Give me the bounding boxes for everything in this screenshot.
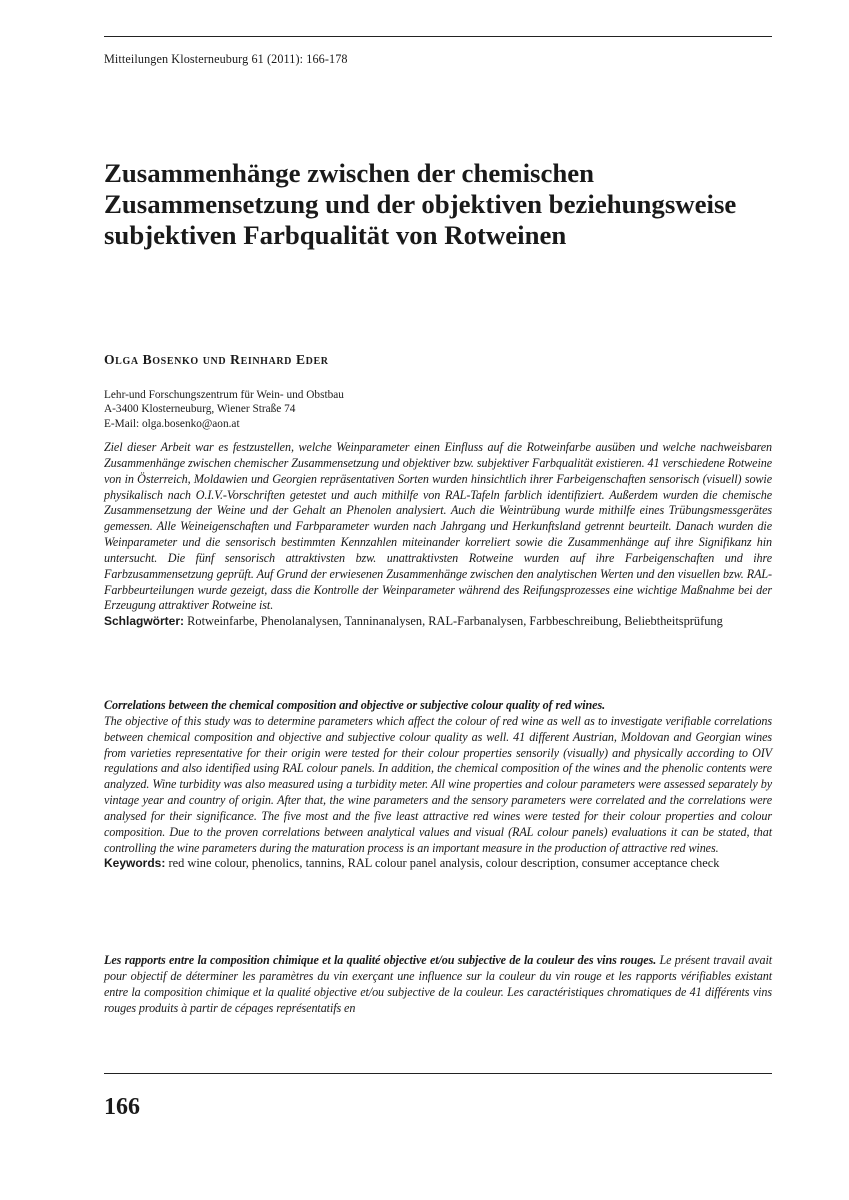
page-number: 166 [104,1094,140,1120]
footer-rule [104,1073,772,1074]
affiliation-institute: Lehr-und Forschungszentrum für Wein- und Obstbau [104,389,344,401]
affiliation-address: A-3400 Klosterneuburg, Wiener Straße 74 [104,403,296,416]
keywords-english [104,856,772,872]
affiliation [104,388,344,431]
abstract-english-title: Correlations between the chemical composition and objective or subjective colour quality of red wines. [104,698,606,712]
affiliation-email: E-Mail: olga.bosenko@aon.at [104,417,240,430]
abstract-french [104,953,772,1016]
abstract-french-title: Les rapports entre la composition chimique et la qualité objective et/ou subjective de la couleur des vins rouges. [104,953,657,967]
keywords-english-label: Keywords: [104,856,166,871]
keywords-german-label: Schlagwörter: [104,614,185,629]
abstract-english-text: The objective of this study was to determine parameters which affect the colour of red wine as well as to investigate verifiable correlations between chemical composition and objective and subjective colour quality as well. 41 different Austrian, Moldovan and Georgian wines from varieties representative for their origin were tested for their colour properties sensorily (visually) and physically according to OIV regulations and also identified using RAL colour panels. In addition, the chemical composition of the wines and the phenolic contents were analyzed. Wine turbidity was also measured using a turbidity meter. All wine properties and colour parameters were assessed separately by vintage year and country of origin. After that, the wine parameters and the sensory parameters were correlated and the correlations were analysed for their significance. The five most and the five least attractive red wines were tested for their colour properties and colour composition. Due to the proven correlations between analytical values and visual (RAL colour panels) evaluations it can be stated, that controlling the wine parameters during the maturation process is an important measure in the production of attractive red wines. [104,713,772,855]
author-list: Olga Bosenko und Reinhard Eder [104,352,329,367]
keywords-english-list: red wine colour, phenolics, tannins, RAL colour panel analysis, colour description, consumer acceptance check [168,856,720,871]
abstract-german-text: Ziel dieser Arbeit war es festzustellen, welche Weinparameter einen Einfluss auf die Rotweinfarbe ausüben und welche nachweisbaren Zusammenhänge zwischen chemischer Zusammensetzung und objektiver bzw. subjektiver Farbqualität existieren. 41 verschiedene Rotweine von in Österreich, Moldawien und Georgien repräsentativen Sorten wurden hinsichtlich ihrer Farbeigenschaften sensorisch (visuell) sowie physikalisch nach O.I.V.-Vorschriften getestet und auch mithilfe von RAL-Tafeln farblich identifiziert. Außerdem wurden die chemische Zusammensetzung der Weine und der Gehalt an Phenolen analysiert. Auch die Weintrübung wurde mithilfe eines Trübungsmessgerätes gemessen. Alle Weineigenschaften und Farbparameter wurden nach Jahrgang und Herkunftsland getrennt beurteilt. Danach wurden die Weinparameter und die sensorisch bestimmten Kennzahlen miteinander korreliert sowie die Zusammenhänge auf ihre Signifikanz hin untersucht. Die fünf sensorisch attraktivsten bzw. unattraktivsten Rotweine wurden auf ihre Farbeigenschaften und ihre Farbzusammensetzung geprüft. Auf Grund der erwiesenen Zusammenhänge zwischen den analytischen Werten und den visuellen bzw. RAL-Farbbeurteilungen wurde gezeigt, dass die Kontrolle der Weinparameter während des Reifungsprozesses eine wichtige Maßnahme bei der Erzeugung attraktiver Rotweine ist. [104,440,772,613]
keywords-german [104,614,772,630]
article-title: Zusammenhänge zwischen der chemischen Zusammensetzung und der objektiven beziehungsweise subjektiven Farbqualität von Rotweinen [104,158,737,250]
abstract-french-text: Le présent travail avait pour objectif de déterminer les paramètres du vin exerçant une influence sur la couleur du vin rouge et les rapports vérifiables existant entre la composition chimique et la qualité objective et/ou subjective de la couleur. Les caractéristiques chromatiques de 41 différents vins rouges produits à partir de cépages représentatifs en [104,953,772,1015]
abstract-german [104,440,772,630]
abstract-french-body [104,953,772,1016]
abstract-english [104,698,772,872]
abstract-english-body [104,698,772,856]
journal-citation: Mitteilungen Klosterneuburg 61 (2011): 166-178 [104,52,348,66]
keywords-german-list: Rotweinfarbe, Phenolanalysen, Tanninanalysen, RAL-Farbanalysen, Farbbeschreibung, Beliebtheitsprüfung [187,614,723,629]
header-rule [104,36,772,37]
